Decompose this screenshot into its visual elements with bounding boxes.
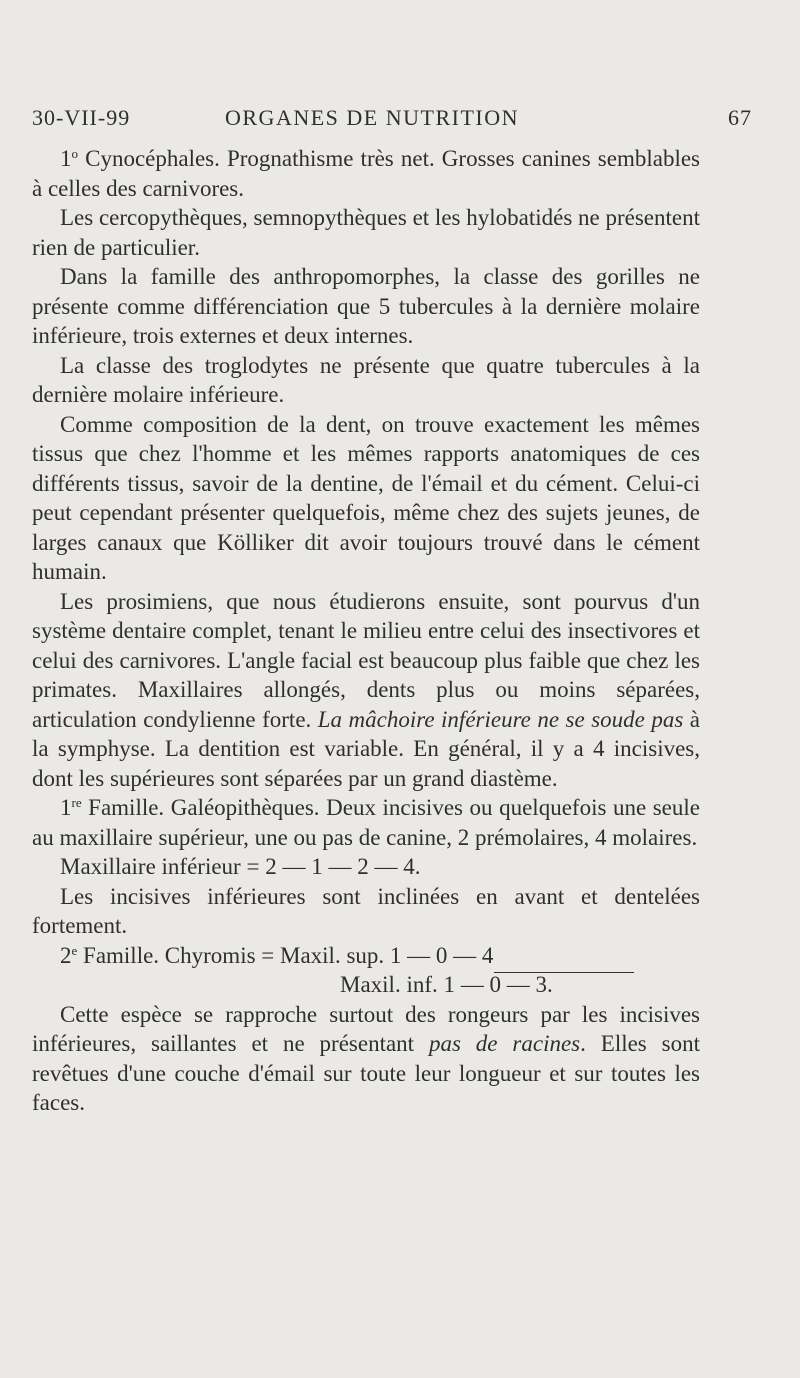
dental-formula <box>32 941 700 1000</box>
paragraph-text: . Elles sont revêtues d'une couche d'émail sur toute leur longueur et sur toutes les faces. <box>32 1031 700 1115</box>
ordinal-superscript: e <box>71 942 78 958</box>
formula-lower: Maxil. inf. 1 — 0 — 3. <box>340 971 553 997</box>
page-number: 67 <box>728 105 752 130</box>
formula-upper <box>60 941 493 971</box>
running-header <box>32 105 752 135</box>
paragraph-10 <box>32 1000 700 1118</box>
ordinal-number: 1 <box>60 146 72 171</box>
paragraph-text: Les prosimiens, que nous étudierons ensuite, sont pourvus d'un système dentaire complet, tenant le milieu entre celui des insectivores et celui des carnivores. L'angle facial est beaucoup plus faible que chez les primates. Maxillaires allongés, dents plus ou moins séparées, articulation condylienne forte. <box>32 588 700 732</box>
italic-text: La mâchoire inférieure ne se soude pas <box>317 706 684 732</box>
paragraph-5: Comme composition de la dent, on trouve exactement les mêmes tissus que chez l'homme et les mêmes rapports anatomiques de ces différents tissus, savoir de la dentine, de l'émail et du cément. Celui-ci peut cependant présenter quelquefois, même chez des sujets jeunes, de larges canaux que Kölliker dit avoir toujours trouvé dans le cément humain. <box>32 411 700 584</box>
paragraph-7 <box>32 793 700 852</box>
paragraph-text: Cette espèce se rapproche surtout des rongeurs par les incisives inférieures, saillantes et ne présentant <box>32 1001 700 1056</box>
paragraph-2: Les cercopythèques, semnopythèques et les hylobatidés ne présentent rien de particulier. <box>32 205 700 260</box>
body-text <box>32 144 700 1118</box>
paragraph-6 <box>32 587 700 794</box>
paragraph-text: Famille. Galéopithèques. Deux incisives ou quelquefois une seule au maxillaire supérieur, une ou pas de canine, 2 prémolaires, 4 molaires. <box>32 795 700 850</box>
paragraph-text: Cynocéphales. Prognathisme très net. Grosses canines semblables à celles des carnivores. <box>32 146 700 201</box>
ordinal-number: 1 <box>60 795 72 820</box>
paragraph-1 <box>32 144 700 203</box>
paragraph-3: Dans la famille des anthropomorphes, la classe des gorilles ne présente comme différenciation que 5 tubercules à la dernière molaire inférieure, trois externes et deux internes. <box>32 264 700 348</box>
ordinal-number: 2 <box>60 942 72 968</box>
ordinal-superscript: o <box>71 146 78 161</box>
italic-text: pas de racines <box>428 1031 581 1056</box>
formula-line-1: Famille. Chyromis = Maxil. sup. 1 — 0 — 4 <box>77 942 494 968</box>
header-date: 30-VII-99 <box>32 105 131 130</box>
paragraph-4: La classe des troglodytes ne présente que quatre tubercules à la dernière molaire inférieure. <box>32 352 700 407</box>
header-title: ORGANES DE NUTRITION <box>225 105 519 130</box>
paragraph-text: à la symphyse. La dentition est variable. En général, il y a 4 incisives, dont les supérieures sont séparées par un grand diastème. <box>32 706 700 791</box>
ordinal-superscript: re <box>71 795 82 810</box>
paragraph-8: Maxillaire inférieur = 2 — 1 — 2 — 4. <box>60 854 421 879</box>
paragraph-9: Les incisives inférieures sont inclinées en avant et dentelées fortement. <box>32 883 700 938</box>
